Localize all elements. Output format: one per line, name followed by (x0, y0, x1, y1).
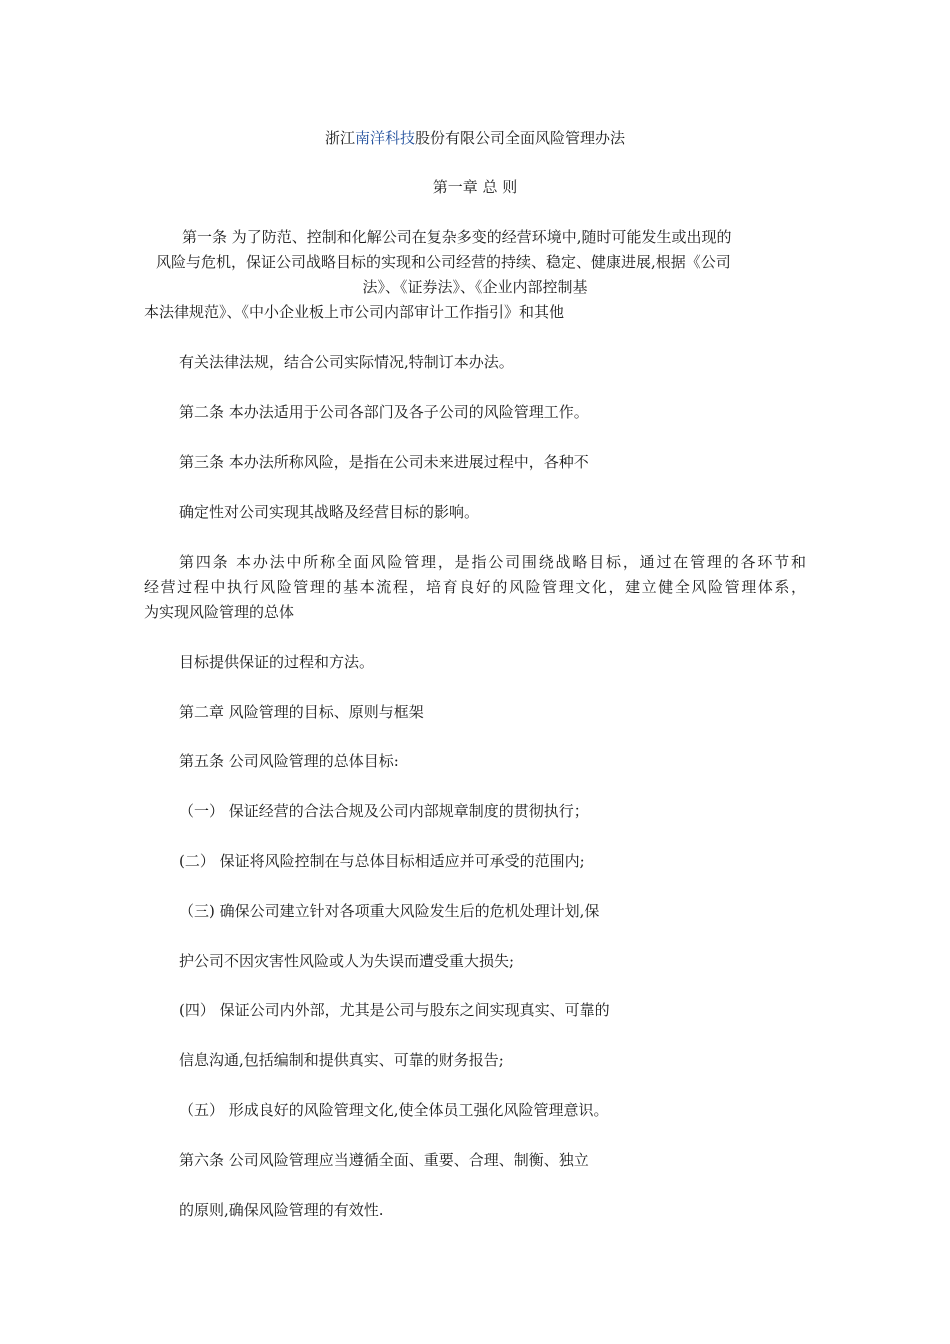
article-1-line-4: 本法律规范》、《中小企业板上市公司内部审计工作指引》和其他 (144, 303, 565, 321)
article-3-line-2: 确定性对公司实现其战略及经营目标的影响。 (179, 503, 480, 521)
article-5: 第五条 公司风险管理的总体目标: (179, 752, 399, 770)
article-4-line-1: 第四条 本办法中所称全面风险管理，是指公司围绕战略目标，通过在管理的各环节和 (179, 553, 806, 571)
article-2: 第二条 本办法适用于公司各部门及各子公司的风险管理工作。 (179, 403, 589, 421)
article-1-line-5: 有关法律法规，结合公司实际情况,特制订本办法。 (179, 353, 514, 371)
title-suffix: 股份有限公司全面风险管理办法 (415, 129, 626, 147)
article-4-line-4: 目标提供保证的过程和方法。 (179, 653, 375, 671)
article-6-line-1: 第六条 公司风险管理应当遵循全面、重要、合理、制衡、独立 (179, 1151, 589, 1169)
list-item-3-line-2: 护公司不因灾害性风险或人为失误而遭受重大损失; (179, 952, 515, 970)
article-1-line-1: 第一条 为了防范、控制和化解公司在复杂多变的经营环境中,随时可能发生或出现的 (182, 228, 732, 246)
title-company-link[interactable]: 南洋科技 (354, 129, 415, 147)
article-3-line-1: 第三条 本办法所称风险，是指在公司未来进展过程中，各种不 (179, 453, 589, 471)
article-6-line-2: 的原则,确保风险管理的有效性. (179, 1201, 384, 1219)
list-item-5: （五） 形成良好的风险管理文化,使全体员工强化风险管理意识。 (179, 1101, 609, 1119)
article-1-line-3: 法》、《证券法》、《企业内部控制基 (362, 278, 588, 296)
chapter-2-heading: 第二章 风险管理的目标、原则与框架 (179, 703, 424, 721)
list-item-1: （一） 保证经营的合法合规及公司内部规章制度的贯彻执行； (179, 802, 589, 820)
list-item-2: (二） 保证将风险控制在与总体目标相适应并可承受的范围内; (179, 852, 585, 870)
article-4-line-2: 经营过程中执行风险管理的基本流程，培育良好的风险管理文化，建立健全风险管理体系， (144, 578, 806, 596)
article-4-line-3: 为实现风险管理的总体 (144, 603, 295, 621)
title-prefix: 浙江 (324, 129, 355, 147)
chapter-1-heading: 第一章 总 则 (432, 178, 518, 196)
list-item-4-line-1: (四） 保证公司内外部，尤其是公司与股东之间实现真实、可靠的 (179, 1001, 610, 1019)
document-title (0, 128, 950, 148)
article-1-line-2: 风险与危机，保证公司战略目标的实现和公司经营的持续、稳定、健康进展,根据《公司 (156, 253, 731, 271)
list-item-3-line-1: （三) 确保公司建立针对各项重大风险发生后的危机处理计划,保 (179, 902, 600, 920)
list-item-4-line-2: 信息沟通,包括编制和提供真实、可靠的财务报告; (179, 1051, 504, 1069)
